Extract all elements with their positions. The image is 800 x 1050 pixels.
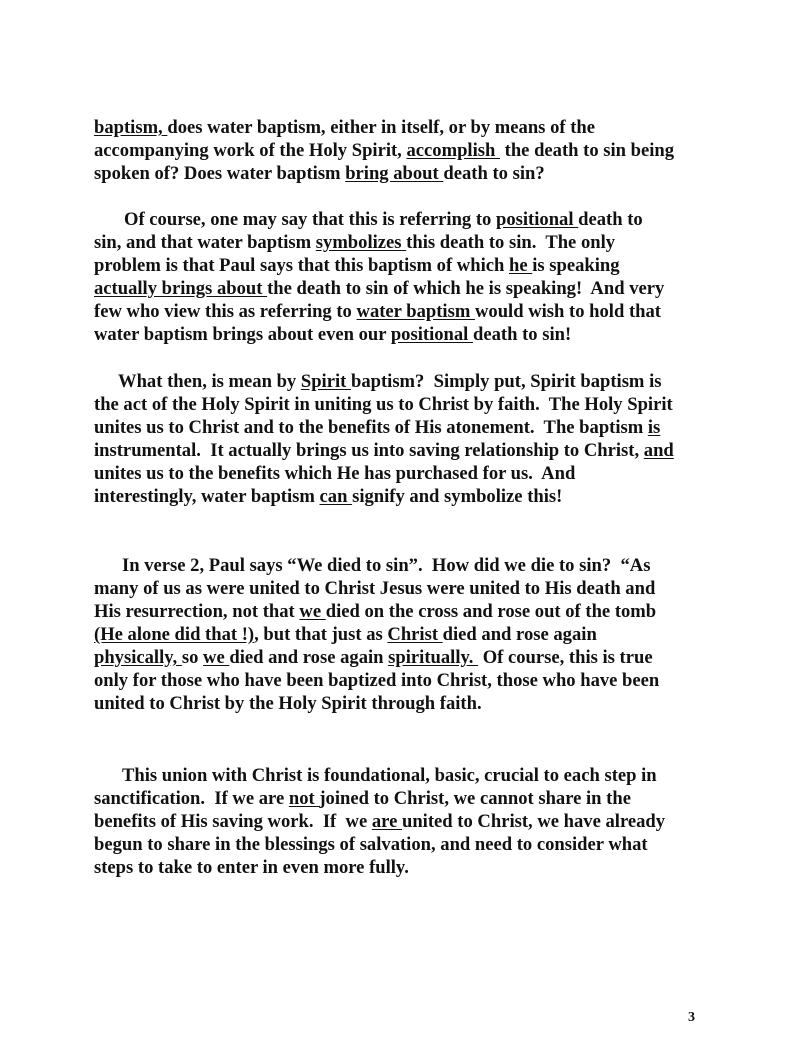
text-run: instrumental. It actually brings us into saving relationship to Christ, [94, 440, 644, 461]
text-run: death to [578, 209, 643, 230]
text-run: Of course, this is true [478, 647, 653, 668]
text-run: united to Christ, we have already [402, 811, 666, 832]
line [94, 393, 714, 416]
line [94, 462, 714, 485]
text-run: this death to sin. The only [406, 232, 616, 253]
text-run: steps to take to enter in even more fully. [94, 857, 409, 878]
underlined-text: (He alone did that !) [94, 624, 255, 645]
line [94, 856, 714, 879]
line [94, 277, 714, 300]
text-run: does water baptism, either in itself, or by means of the [167, 117, 595, 138]
line [94, 669, 714, 692]
paragraph-1 [94, 116, 714, 185]
text-run: is speaking [532, 255, 620, 276]
underlined-text: actually brings about [94, 278, 268, 299]
line [94, 323, 714, 346]
underlined-text: positional [390, 324, 473, 345]
paragraph-5 [94, 764, 714, 879]
text-run: sanctification. If we are [94, 788, 289, 809]
text-run: unites us to the benefits which He has purchased for us. And [94, 463, 576, 484]
text-run: the death to sin being [499, 140, 675, 161]
underlined-text: and [643, 440, 674, 461]
text-run: died and rose again [229, 647, 389, 668]
line [94, 692, 714, 715]
line [94, 764, 714, 787]
paragraph-2 [94, 208, 714, 346]
underlined-text: we [203, 647, 230, 668]
text-run: sin, and that water baptism [94, 232, 316, 253]
underlined-text: Spirit [300, 371, 351, 392]
underlined-text: not [288, 788, 320, 809]
underlined-text: Christ [387, 624, 443, 645]
underlined-text: is [647, 417, 661, 438]
text-run: What then, is mean by [118, 371, 301, 392]
text-run: died and rose again [442, 624, 597, 645]
text-run: accompanying work of the Holy Spirit, [94, 140, 407, 161]
underlined-text: physically, [94, 647, 182, 668]
line [94, 231, 714, 254]
text-run: few who view this as referring to [94, 301, 357, 322]
text-run: death to sin? [443, 163, 545, 184]
text-run: baptism? Simply put, Spirit baptism is [350, 371, 662, 392]
line [94, 254, 714, 277]
underlined-text: water baptism [356, 301, 475, 322]
line [94, 300, 714, 323]
underlined-text: positional [496, 209, 579, 230]
text-run: joined to Christ, we cannot share in the [319, 788, 631, 809]
text-run: , but that just as [254, 624, 388, 645]
text-run: so [181, 647, 204, 668]
text-run: begun to share in the blessings of salvation, and need to consider what [94, 834, 648, 855]
paragraph-3 [94, 370, 714, 508]
text-run: benefits of His saving work. If we [94, 811, 372, 832]
underlined-text: he [508, 255, 533, 276]
text-run: This union with Christ is foundational, basic, crucial to each step in [122, 765, 657, 786]
text-run: the act of the Holy Spirit in uniting us to Christ by faith. The Holy Spirit [94, 394, 673, 415]
line [94, 554, 714, 577]
line [94, 787, 714, 810]
text-run: the death to sin of which he is speaking! And very [267, 278, 665, 299]
line [94, 623, 714, 646]
underlined-text: can [319, 486, 353, 507]
underlined-text: bring about [345, 163, 444, 184]
text-run: would wish to hold that [474, 301, 661, 322]
text-run: died on the cross and rose out of the tomb [325, 601, 657, 622]
line [94, 139, 714, 162]
text-run: interestingly, water baptism [94, 486, 320, 507]
text-run: water baptism brings about even our [94, 324, 391, 345]
text-run: spoken of? Does water baptism [94, 163, 346, 184]
text-run: signify and symbolize this! [352, 486, 563, 507]
underlined-text: we [299, 601, 326, 622]
paragraph-4 [94, 554, 714, 715]
line [94, 162, 714, 185]
line [94, 646, 714, 669]
line [94, 577, 714, 600]
text-run: Of course, one may say that this is referring to [124, 209, 496, 230]
text-run: many of us as were united to Christ Jesus were united to His death and [94, 578, 656, 599]
text-run: only for those who have been baptized into Christ, those who have been [94, 670, 660, 691]
line [94, 439, 714, 462]
text-run: problem is that Paul says that this baptism of which [94, 255, 509, 276]
line [94, 810, 714, 833]
underlined-text: baptism, [94, 117, 168, 138]
line [94, 370, 714, 393]
line [94, 416, 714, 439]
line [94, 116, 714, 139]
text-run: unites us to Christ and to the benefits of His atonement. The baptism [94, 417, 648, 438]
text-run: united to Christ by the Holy Spirit through faith. [94, 693, 482, 714]
page-number: 3 [688, 1010, 695, 1025]
text-run: death to sin! [473, 324, 572, 345]
underlined-text: spiritually. [388, 647, 479, 668]
text-run: His resurrection, not that [94, 601, 300, 622]
line [94, 485, 714, 508]
text-run: In verse 2, Paul says “We died to sin”. How did we die to sin? “As [122, 555, 651, 576]
underlined-text: accomplish [406, 140, 500, 161]
line [94, 600, 714, 623]
underlined-text: symbolizes [315, 232, 407, 253]
line [94, 833, 714, 856]
underlined-text: are [371, 811, 402, 832]
line [94, 208, 714, 231]
